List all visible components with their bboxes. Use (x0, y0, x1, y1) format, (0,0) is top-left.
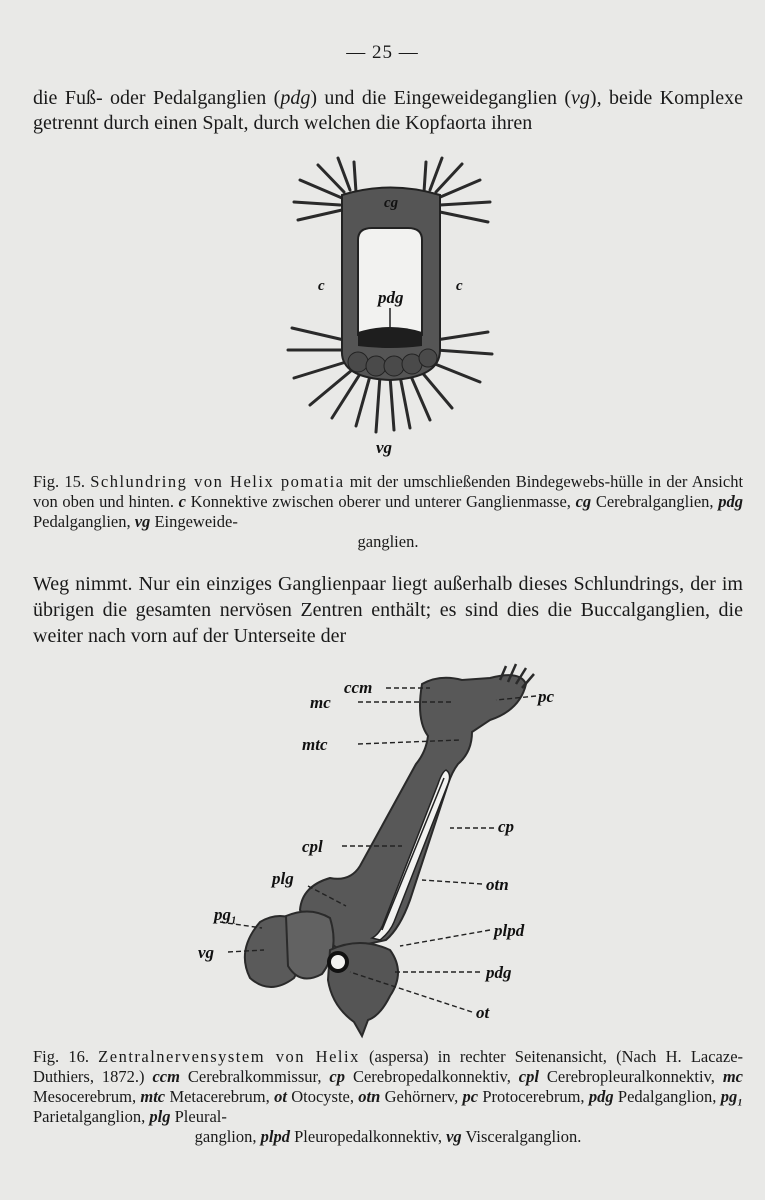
fig16-label-cpl: cpl (302, 837, 323, 856)
fig15-label-cg: cg (384, 195, 399, 211)
fig16-label-vg: vg (198, 943, 215, 962)
fig16-label-ot: ot (476, 1003, 490, 1022)
fig16-label-plpd: plpd (494, 921, 525, 940)
fig16-label-pc: pc (538, 687, 555, 706)
fig16-label-plg: plg (272, 869, 294, 888)
figure-16-caption: Fig. 16. Zentralnervensystem von Helix (aspersa) in rechter Seitenansicht, (Nach H. Lacaze-Duthiers, 1872.) ccm Cerebralkommissur, cp Cerebropedalkonnektiv, cpl Cerebropleuralkonnektiv, mc Mesocerebrum, mtc Metacerebrum, ot Otocyste, otn Gehörnerv, pc Protocerebrum, pdg Pedalganglion, pg₁ Parietalganglion, plg Pleural- ganglion, plpd Pleuropedalkonnektiv, vg Visceralganglion. (33, 1047, 744, 1146)
paragraph-middle: Weg nimmt. Nur ein einziges Ganglienpaar liegt außerhalb dieses Schlundrings, der im übrigen die gesamten nervösen Zentren enthält; es sind dies die Buccalganglien, die weiter nach vorn auf der Unterseite der (33, 573, 743, 647)
fig15-label-pdg: pdg (378, 288, 404, 307)
fig16-label-ccm: ccm (344, 678, 373, 697)
fig16-label-cp: cp (498, 817, 515, 836)
fig16-label-pdg: pdg (486, 963, 512, 982)
fig16-label-mc: mc (310, 693, 331, 712)
fig16-label-pg1: pg₁ (214, 905, 237, 924)
fig16-label-mtc: mtc (302, 735, 328, 754)
figure-16-illustration (190, 660, 590, 1045)
fig15-label-vg: vg (376, 438, 393, 457)
figure-15-illustration (280, 150, 500, 460)
fig15-label-c-left: c (318, 278, 325, 294)
fig15-label-c-right: c (456, 278, 463, 294)
figure-15-caption: Fig. 15. Schlundring von Helix pomatia mit der umschließenden Bindegewebs-hülle in der Ansicht von oben und hinten. c Konnektive zwischen oberer und unterer Ganglienmasse, cg Cerebralganglien, pdg Pedalganglien, vg Eingeweide- ganglien. (33, 472, 744, 551)
fig16-label-otn: otn (486, 875, 509, 894)
paragraph-top: die Fuß- oder Pedalganglien (pdg) und die Eingeweideganglien (vg), beide Komplexe getrennt durch einen Spalt, durch welchen die Kopfaorta ihren (33, 87, 744, 134)
page-number: — 25 — (346, 42, 419, 63)
